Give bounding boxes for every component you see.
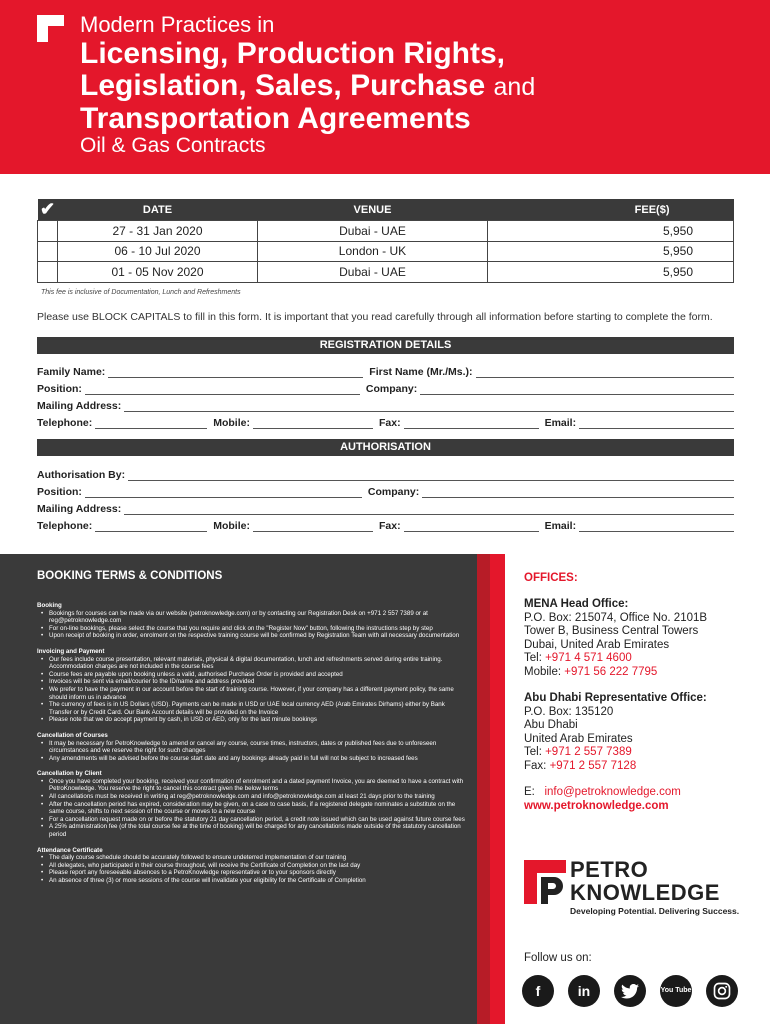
terms-item: • An absence of three (3) or more sessions of the course will invalidate your eligibility for the Certificate of Completion <box>49 877 467 885</box>
terms-item: • The daily course schedule should be accurately followed to ensure undeterred implementation of our training <box>49 854 467 862</box>
terms-section-heading: Attendance Certificate <box>37 846 103 854</box>
form-row <box>37 484 734 498</box>
abudhabi-line: United Arab Emirates <box>524 732 633 745</box>
title-line-3: Transportation Agreements <box>80 102 471 135</box>
fax-field[interactable] <box>404 419 539 429</box>
tel-label: Tel: <box>524 652 546 664</box>
family-name-label: Family Name: <box>37 366 106 378</box>
fax-label: Fax: <box>378 417 401 429</box>
abudhabi-line: P.O. Box: 135120 <box>524 705 614 718</box>
first-name-label: First Name (Mr./Ms.): <box>369 366 473 378</box>
terms-panel <box>0 554 477 1024</box>
fee-note: This fee is inclusive of Documentation, Lunch and Refreshments <box>41 289 241 296</box>
email-label: Email: <box>544 417 577 429</box>
instr-post: to fill in this form. It is important that you read carefully through all information before starting to complete the form. <box>180 311 713 323</box>
mobile-label: Mobile: <box>524 665 565 678</box>
terms-item: • Invoices will be sent via email/courier to the ID/name and address provided <box>49 678 467 686</box>
offices-title: OFFICES: <box>524 572 578 584</box>
terms-list <box>37 656 467 724</box>
terms-list <box>37 778 467 839</box>
row-date: 27 - 31 Jan 2020 <box>58 221 258 242</box>
terms-body <box>37 598 467 885</box>
mobile-label: Mobile: <box>213 417 250 429</box>
mena-line: Dubai, United Arab Emirates <box>524 638 670 651</box>
position-label: Position: <box>37 383 82 395</box>
row-checkbox[interactable] <box>38 241 58 262</box>
terms-item: • Once you have completed your booking, received your confirmation of enrolment and a dated payment Invoice, you are deemed to have a contract with PetroKnowledge. You reserve the right to cancel this contract given the below terms <box>49 778 467 793</box>
registration-heading: REGISTRATION DETAILS <box>37 337 734 354</box>
youtube-icon[interactable] <box>660 975 692 1007</box>
mena-mobile <box>524 666 707 680</box>
company-label: Company: <box>365 383 418 395</box>
mailing-label: Mailing Address: <box>37 503 122 515</box>
company-field[interactable] <box>422 488 734 498</box>
row-venue: London - UK <box>258 241 488 262</box>
title-line-1: Licensing, Production Rights, <box>80 37 506 70</box>
terms-list <box>37 854 467 884</box>
authorised-by-label: Authorisation By: <box>37 469 126 481</box>
form-row <box>37 501 734 515</box>
row-date: 06 - 10 Jul 2020 <box>58 241 258 262</box>
email-label: E: <box>524 786 535 798</box>
form-row <box>37 398 734 412</box>
authorisation-heading: AUTHORISATION <box>37 439 734 456</box>
terms-item: • All delegates, who participated in their course throughout, will receive the Certificate of Completion on the last day <box>49 862 467 870</box>
fee-header: FEE($) <box>488 199 734 221</box>
mobile-link[interactable]: +971 56 222 7795 <box>564 665 658 678</box>
brand-line-1: PETRO <box>570 857 649 882</box>
authorised-by-field[interactable] <box>128 471 734 481</box>
schedule-row[interactable] <box>38 262 734 283</box>
fax-field[interactable] <box>404 522 539 532</box>
header-banner <box>0 0 770 174</box>
social-links <box>522 975 738 1007</box>
check-icon: ✔ <box>38 199 58 221</box>
email-field[interactable] <box>579 522 734 532</box>
terms-section-heading: Cancellation by Client <box>37 770 102 778</box>
terms-list <box>37 610 467 640</box>
row-date: 01 - 05 Nov 2020 <box>58 262 258 283</box>
terms-item: • After the cancellation period has expired, consideration may be given, on a case to case basis, if a registered delegate nominates a substitute on the same course, shifts to next session of the course or moves to a new course <box>49 801 467 816</box>
mobile-label: Mobile: <box>213 520 250 532</box>
date-header: DATE <box>58 199 258 221</box>
terms-item: • For on-line bookings, please select the course that you require and click on the "Register Now" button, following the instructions step by step <box>49 625 467 633</box>
form-row <box>37 415 734 429</box>
terms-item: • For a cancellation request made on or before the statutory 21 day cancellation period, a credit note issued which can be used against future course fees <box>49 816 467 824</box>
mena-tel <box>524 652 707 666</box>
terms-item: • The currency of fees is in US Dollars (USD). Payments can be made in USD or UAE local currency AED (Arab Emirates Dirhams) either by Bank Transfer or by Credit Card. Our Bank Account details will be provided on the Invoice <box>49 701 467 716</box>
email-field[interactable] <box>579 419 734 429</box>
row-checkbox[interactable] <box>38 262 58 283</box>
row-venue: Dubai - UAE <box>258 262 488 283</box>
form-instructions <box>37 311 713 323</box>
instr-pre: Please use <box>37 311 92 323</box>
header-subtitle: Oil & Gas Contracts <box>80 134 266 157</box>
facebook-icon[interactable]: f <box>522 975 554 1007</box>
schedule-row[interactable] <box>38 241 734 262</box>
instr-emph: BLOCK CAPITALS <box>91 311 181 323</box>
mailing-label: Mailing Address: <box>37 400 122 412</box>
abudhabi-heading: Abu Dhabi Representative Office: <box>524 692 707 704</box>
position-field[interactable] <box>85 488 362 498</box>
terms-section-heading: Invoicing and Payment <box>37 647 105 655</box>
brand-tagline: Developing Potential. Delivering Success. <box>570 906 740 916</box>
terms-title: BOOKING TERMS & CONDITIONS <box>37 570 223 582</box>
company-label: Company: <box>367 486 420 498</box>
schedule-header-row <box>38 199 734 221</box>
mena-office <box>524 598 707 679</box>
fax-label: Fax: <box>524 759 550 772</box>
course-title <box>80 38 760 135</box>
brand-line-2: KNOWLEDGE <box>570 880 720 905</box>
position-label: Position: <box>37 486 82 498</box>
telephone-label: Telephone: <box>37 520 93 532</box>
follow-label: Follow us on: <box>524 952 592 964</box>
accent-strip <box>490 554 505 1024</box>
tel-link[interactable]: +971 2 557 7389 <box>545 746 632 758</box>
first-name-field[interactable] <box>476 368 734 378</box>
accent-strip <box>477 554 490 1024</box>
terms-item: • All cancellations must be received in writing at reg@petroknowledge.com and info@petroknowledge.com at least 21 days prior to the training <box>49 793 467 801</box>
terms-item: • Upon receipt of booking in order, enrolment on the respective training course will be confirmed by Registration Team with all necessary documentation <box>49 632 467 640</box>
row-fee: 5,950 <box>488 262 734 283</box>
mobile-field[interactable] <box>253 419 373 429</box>
twitter-icon[interactable] <box>614 975 646 1007</box>
row-fee: 5,950 <box>488 241 734 262</box>
abudhabi-fax <box>524 760 707 774</box>
terms-item: • Any amendments will be advised before the course start date and any bookings already paid in full will not be subject to increased fees <box>49 755 467 763</box>
terms-item: • Bookings for courses can be made via our website (petroknowledge.com) or by contacting our Registration Desk on +971 2 557 7389 or at reg@petroknowledge.com <box>49 610 467 625</box>
terms-list <box>37 740 467 763</box>
terms-section-heading: Booking <box>37 602 62 609</box>
mena-line: P.O. Box: 215074, Office No. 2101B <box>524 611 708 624</box>
title-line-2a: Legislation, Sales, Purchase <box>80 69 486 102</box>
family-name-field[interactable] <box>108 368 363 378</box>
telephone-field[interactable] <box>95 522 207 532</box>
terms-item: • A 25% administration fee (of the total course fee at the time of booking) will be charged for any cancellations made outside of the statutory cancellation period <box>49 823 467 838</box>
header-pretitle: Modern Practices in <box>80 12 275 37</box>
position-field[interactable] <box>85 385 360 395</box>
youtube-label: You Tube <box>660 987 692 994</box>
terms-item: • Course fees are payable upon booking unless a valid, authorised Purchase Order is provided and accepted <box>49 671 467 679</box>
abudhabi-office <box>524 692 707 773</box>
mena-line: Tower B, Business Central Towers <box>524 625 699 637</box>
petroknowledge-logo-icon <box>524 860 566 904</box>
title-line-2 <box>80 70 760 103</box>
instagram-icon[interactable] <box>706 975 738 1007</box>
tel-label: Tel: <box>524 746 546 758</box>
terms-section-heading: Cancellation of Courses <box>37 731 108 739</box>
company-field[interactable] <box>420 385 734 395</box>
telephone-label: Telephone: <box>37 417 93 429</box>
title-and: and <box>493 73 536 101</box>
terms-item: • Please note that we do accept payment by cash, in USD or AED, only for the last minute bookings <box>49 716 467 724</box>
mena-heading: MENA Head Office: <box>524 598 629 610</box>
brand-mark-icon <box>37 15 64 42</box>
email-line <box>524 786 681 800</box>
form-row <box>37 518 734 532</box>
form-row <box>37 381 734 395</box>
linkedin-icon[interactable]: in <box>568 975 600 1007</box>
abudhabi-line: Abu Dhabi <box>524 719 578 731</box>
email-link[interactable]: info@petroknowledge.com <box>544 786 681 798</box>
fax-label: Fax: <box>378 520 401 532</box>
abudhabi-tel <box>524 746 707 760</box>
mailing-field[interactable] <box>124 402 734 412</box>
telephone-field[interactable] <box>95 419 207 429</box>
schedule-table <box>37 199 734 283</box>
schedule-row[interactable] <box>38 221 734 242</box>
contact-links <box>524 786 681 813</box>
row-venue: Dubai - UAE <box>258 221 488 242</box>
terms-item: • It may be necessary for PetroKnowledge to amend or cancel any course, course times, instructors, dates or published fees due to unforeseen circumstances and we reserve the right for such changes <box>49 740 467 755</box>
terms-item: • Our fees include course presentation, relevant materials, physical & digital documentation, lunch and refreshments served during entire training. Accommodation charges are not included in the course fees <box>49 656 467 671</box>
tel-link[interactable]: +971 4 571 4600 <box>545 652 632 664</box>
mobile-field[interactable] <box>253 522 373 532</box>
website-link[interactable]: www.petroknowledge.com <box>524 799 669 812</box>
mailing-field[interactable] <box>124 505 734 515</box>
row-checkbox[interactable] <box>38 221 58 242</box>
row-fee: 5,950 <box>488 221 734 242</box>
form-row <box>37 364 734 378</box>
petroknowledge-logo <box>524 858 744 920</box>
terms-item: • Please report any foreseeable absences to a PetroKnowledge representative or to your sponsors directly <box>49 869 467 877</box>
fax-number: +971 2 557 7128 <box>549 759 637 772</box>
form-row <box>37 467 734 481</box>
email-label: Email: <box>544 520 577 532</box>
venue-header: VENUE <box>258 199 488 221</box>
terms-item: • We prefer to have the payment in our account before the start of training course. However, if your company has a different payment policy, the same should inform us in advance <box>49 686 467 701</box>
